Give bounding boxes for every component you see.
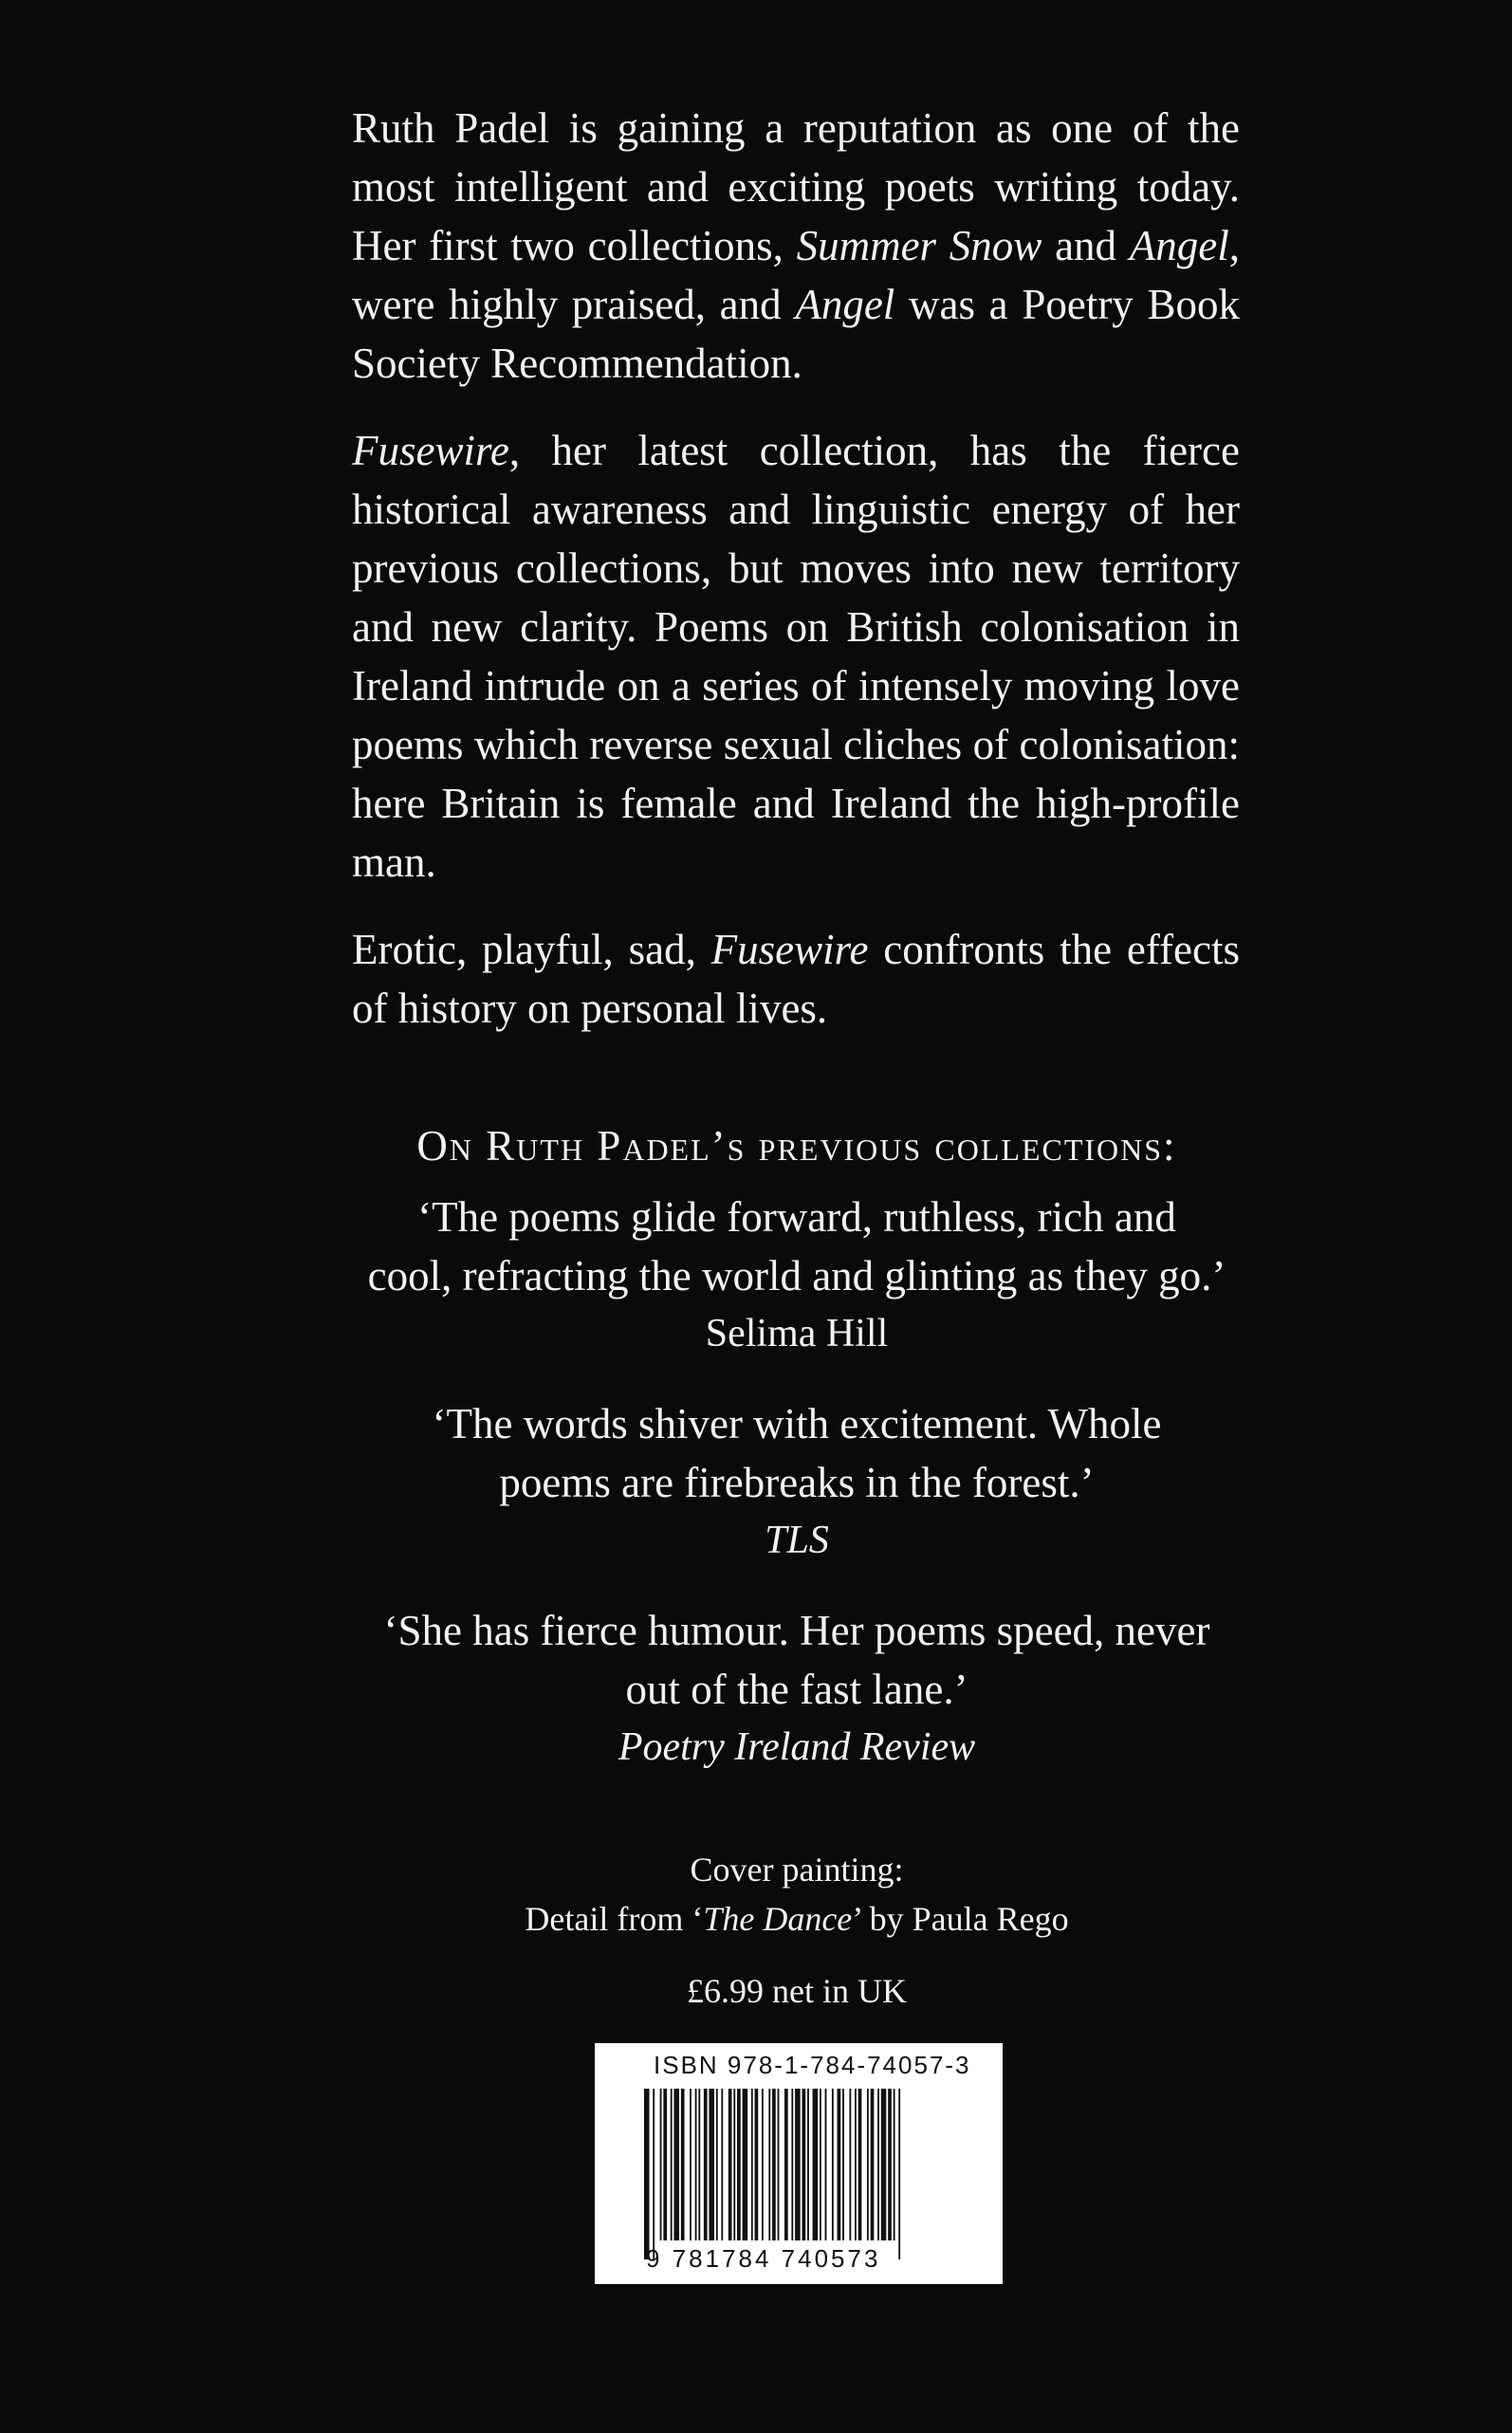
barcode-bar — [695, 2089, 697, 2240]
quote-line: cool, refracting the world and glinting as they go.’ — [367, 1252, 1226, 1299]
barcode-bar — [855, 2089, 857, 2240]
barcode-bar — [653, 2089, 655, 2259]
barcode-bar — [721, 2089, 723, 2240]
title-fusewire: Fusewire — [710, 926, 869, 973]
barcode-bar — [704, 2089, 708, 2240]
barcode-bar — [737, 2089, 741, 2240]
cover-credits — [323, 1845, 1271, 2016]
barcode-bar — [681, 2089, 685, 2240]
barcode-bar — [768, 2089, 770, 2240]
title-angel: Angel — [795, 281, 895, 328]
barcode-bar — [784, 2089, 788, 2240]
review-quote — [323, 1394, 1271, 1569]
ean-digits: 9 781784 740573 — [646, 2244, 881, 2273]
barcode-bar — [690, 2089, 691, 2240]
review-quote — [323, 1188, 1271, 1362]
reviews-section — [323, 1119, 1271, 1808]
barcode-bar — [644, 2089, 650, 2259]
reviews-heading: On Ruth Padel’s previous collections: — [416, 1122, 1177, 1170]
quote-line: ‘The words shiver with excitement. Whole — [432, 1400, 1162, 1447]
barcode-bar — [867, 2089, 869, 2240]
barcode-bar — [849, 2089, 851, 2240]
barcode-bar — [751, 2089, 753, 2240]
quote-source: TLS — [765, 1519, 829, 1562]
painting-title: The Dance — [703, 1900, 853, 1938]
blurb-text: , were highly praised, and — [352, 222, 1240, 328]
cover-painting-label: Cover painting: — [690, 1851, 904, 1889]
quote-line: ‘The poems glide forward, ruthless, rich and — [417, 1193, 1176, 1241]
barcode-bar — [842, 2089, 844, 2240]
price: £6.99 net in UK — [687, 1972, 907, 2010]
barcode-bar — [772, 2089, 776, 2240]
isbn-barcode — [595, 2043, 1003, 2284]
barcode-bar — [795, 2089, 801, 2240]
blurb-paragraph-2 — [352, 421, 1240, 892]
barcode-bar — [838, 2089, 841, 2240]
credit-text: ’ by Paula Rego — [852, 1900, 1069, 1938]
blurb-text: Erotic, playful, sad, — [352, 926, 711, 973]
quote-source: Poetry Ireland Review — [618, 1725, 976, 1769]
barcode-bar — [743, 2089, 748, 2240]
cover-painting-detail — [323, 1894, 1271, 1944]
barcode-bar — [673, 2089, 679, 2240]
blurb-paragraph-3 — [352, 920, 1240, 1038]
barcode-bar — [877, 2089, 879, 2240]
barcode-bar — [698, 2089, 700, 2240]
barcode-bar — [832, 2089, 834, 2240]
blurb — [352, 99, 1240, 1038]
credit-text: Detail from ‘ — [525, 1900, 704, 1938]
barcode-bar — [825, 2089, 827, 2240]
barcode-bar — [663, 2089, 667, 2240]
barcode-bar — [762, 2089, 764, 2240]
blurb-text: and — [1042, 222, 1130, 269]
quote-source: Selima Hill — [705, 1312, 889, 1355]
review-quote — [323, 1601, 1271, 1776]
barcode-bar — [660, 2089, 662, 2240]
barcode-bar — [894, 2089, 895, 2240]
barcode-bar — [709, 2089, 714, 2240]
barcode-bar — [813, 2089, 819, 2240]
barcode-bar — [802, 2089, 806, 2240]
barcode-bar — [881, 2089, 887, 2240]
title-angel: Angel — [1129, 222, 1229, 269]
blurb-text: was a Poetry Book Society Recommendation. — [352, 281, 1240, 387]
barcode-bar — [733, 2089, 735, 2240]
barcode-bar — [888, 2089, 892, 2240]
quote-line: ‘She has fierce humour. Her poems speed, never — [383, 1607, 1210, 1654]
barcode-bar — [791, 2089, 793, 2240]
blurb-paragraph-1 — [352, 99, 1240, 393]
barcode-bar — [898, 2089, 900, 2259]
barcode-bar — [807, 2089, 809, 2240]
title-summer-snow: Summer Snow — [796, 222, 1042, 269]
title-fusewire: Fusewire — [352, 427, 509, 474]
barcode-bars — [644, 2089, 971, 2259]
isbn-label: ISBN 978-1-784-74057-3 — [654, 2051, 971, 2079]
blurb-text: , her latest collection, has the fierce historical awareness and linguistic energy of her previous collections, but moves into new territory and new clarity. Poems on British colonisation in Ireland intrude on a series of intensely moving love poems which reverse sexual cliches of colonisation: here Britain is female and Ireland the high-profile man. — [352, 427, 1240, 886]
barcode-bar — [820, 2089, 821, 2240]
blurb-text: confronts the effects of history on personal lives. — [352, 926, 1240, 1032]
barcode-bar — [716, 2089, 718, 2240]
quote-line: poems are firebreaks in the forest.’ — [499, 1459, 1095, 1506]
barcode-bar — [778, 2089, 780, 2240]
blurb-text: Ruth Padel is gaining a reputation as one of the most intelligent and exciting poets writing today. Her first two collections, — [352, 104, 1240, 269]
barcode-bar — [671, 2089, 673, 2240]
barcode-bar — [858, 2089, 862, 2240]
barcode-bar — [728, 2089, 732, 2240]
quote-line: out of the fast lane.’ — [625, 1666, 968, 1713]
barcode-bar — [755, 2089, 759, 2240]
barcode-bar — [871, 2089, 875, 2240]
